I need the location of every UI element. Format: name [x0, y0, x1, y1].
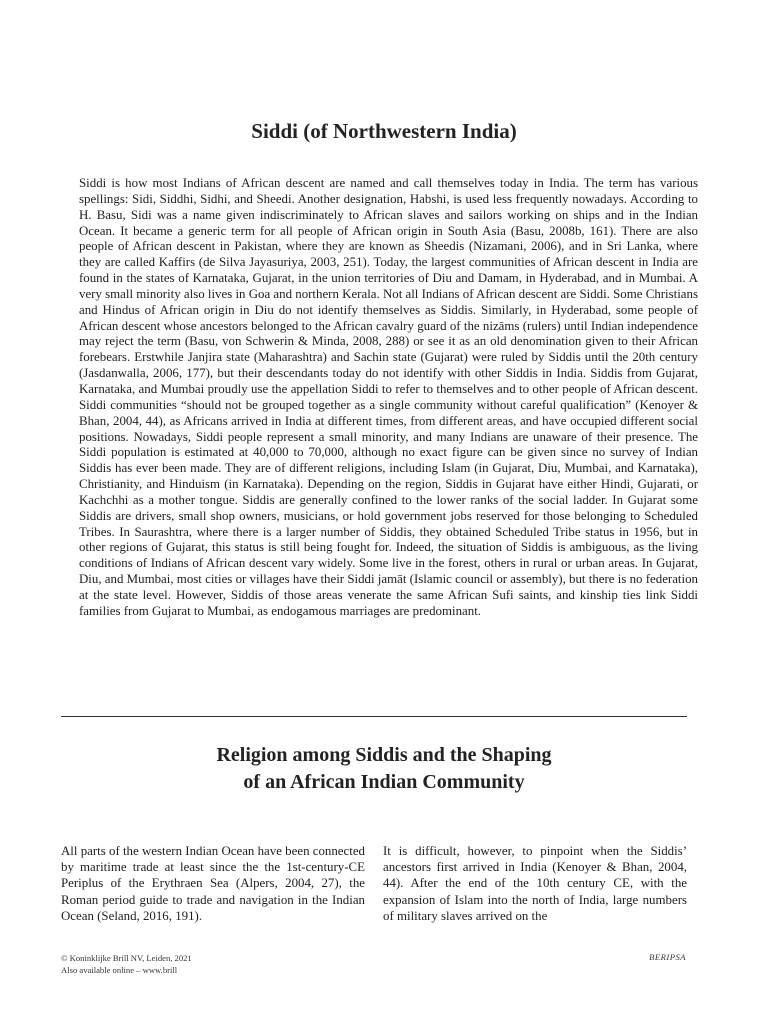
footer-publisher [61, 952, 192, 976]
intro-paragraph: Siddi is how most Indians of African descent are named and call themselves today in India. The term has various spellings: Sidi, Siddhi, Sidhi, and Sheedi. Another designation, Habshi, is used less frequently nowadays. According to H. Basu, Sidi was a name given indiscriminately to African slaves and sailors working on ships and in the Indian Ocean. It became a generic term for all people of African origin in South Asia (Basu, 2008b, 161). There are also people of African descent in Pakistan, where they are known as Sheedis (Nizamani, 2006), and in Sri Lanka, where they are called Kaffirs (de Silva Jayasuriya, 2003, 251). Today, the largest communities of African descent in India are found in the states of Karnataka, Gujarat, in the union territories of Diu and Damam, in Hyderabad, and in Mumbai. A very small minority also lives in Goa and northern Kerala. Not all Indians of African descent are Siddi. Some Christians and Hindus of African origin in Diu do not identify themselves as Siddis. Similarly, in Hyderabad, some people of African descent whose ancestors belonged to the African cavalry guard of the nizāms (rulers) until Indian independence may reject the term (Basu, von Schwerin & Minda, 2008, 288) or see it as an old denomination given to their African forebears. Erstwhile Janjira state (Maharashtra) and Sachin state (Gujarat) were ruled by Siddis until the 20th century (Jasdanwalla, 2006, 177), but their descendants today do not identify with other Siddis in India. Siddis from Gujarat, Karnataka, and Mumbai proudly use the appellation Siddi to refer to themselves and to other people of African descent. Siddi communities “should not be grouped together as a single community without careful qualification” (Kenoyer & Bhan, 2004, 44), as Africans arrived in India at different times, from different areas, and have occupied different social positions. Nowadays, Siddi people represent a small minority, and many Indians are unaware of their presence. The Siddi population is estimated at 40,000 to 70,000, although no exact figure can be given since no survey of Indian Siddis has ever been made. They are of different religions, including Islam (in Gujarat, Diu, Mumbai, and Karnataka), Christianity, and Hinduism (in Karnataka). Depending on the region, Siddis in Gujarat have either Hindi, Gujarati, or Kachchhi as a mother tongue. Siddis are generally confined to the lower ranks of the social ladder. In Gujarat some Siddis are drivers, small shop owners, musicians, or hold government jobs reserved for those belonging to Scheduled Tribes. In Saurashtra, where there is a larger number of Siddis, they obtained Scheduled Tribe status in 1956, but in other regions of Gujarat, this status is still being fought for. Indeed, the situation of Siddis is ambiguous, as the living conditions of Indians of African descent vary widely. Some live in the forest, others in rural or urban areas. In Gujarat, Diu, and Mumbai, most cities or villages have their Siddi jamāt (Islamic council or assembly), but there is no federation at the state level. However, Siddis of those areas venerate the same African Sufi saints, and kinship ties link Siddi families from Gujarat to Mumbai, as endogamous marriages are predominant. [79, 176, 698, 618]
section-heading-line-2: of an African Indian Community [243, 771, 525, 793]
article-title: Siddi (of Northwestern India) [251, 119, 517, 143]
body-column-right: It is difficult, however, to pinpoint when the Siddis’ ancestors first arrived in India (Kenoyer & Bhan, 2004, 44). After the end of the 10th century CE, with the expansion of Islam into the north of India, large numbers of military slaves arrived on the [383, 844, 687, 923]
section-heading [0, 742, 768, 796]
footer-online-link[interactable]: Also available online – www.brill [61, 965, 178, 975]
footer-brand: BERIPSA [649, 952, 686, 962]
section-heading-line-1: Religion among Siddis and the Shaping [216, 744, 552, 766]
footer-copyright: © Koninklijke Brill NV, Leiden, 2021 [61, 953, 192, 963]
section-divider [61, 716, 687, 717]
body-column-left: All parts of the western Indian Ocean have been connected by maritime trade at least since the the 1st-century-CE Periplus of the Erythraen Sea (Alpers, 2004, 27), the Roman period guide to trade and navigation in the Indian Ocean (Seland, 2016, 191). [61, 844, 365, 923]
